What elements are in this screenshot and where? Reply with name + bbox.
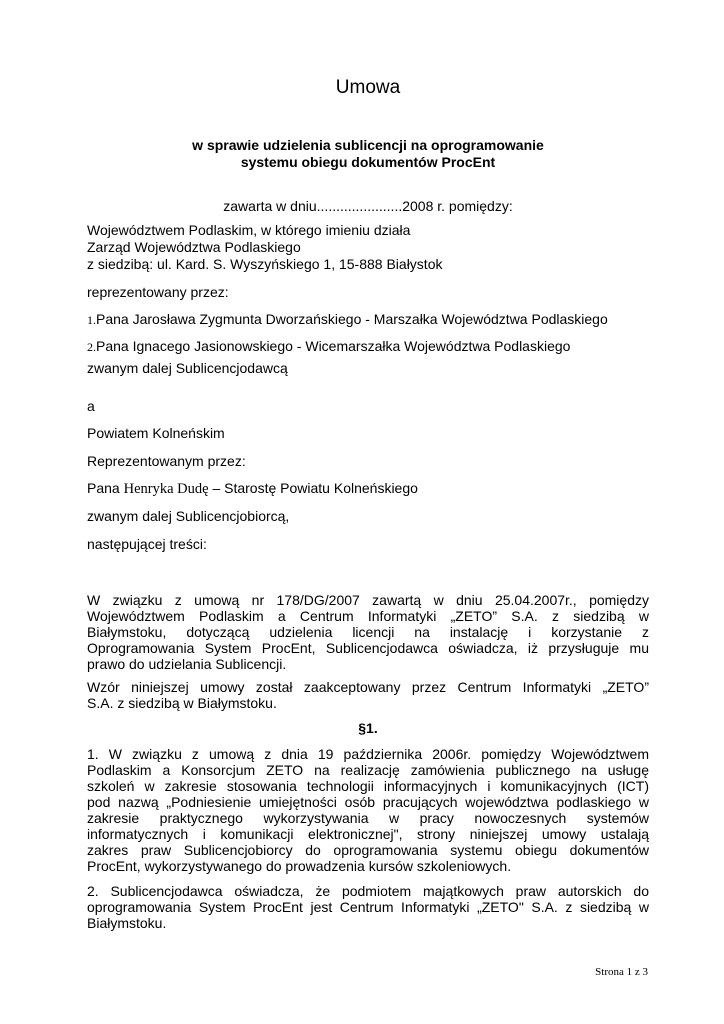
party2-represented-by: Reprezentowanym przez: [87, 453, 246, 469]
preamble-line: prawo do udzielania Sublicencji. [87, 656, 287, 672]
point-2-line: 2. Sublicencjodawca oświadcza, że podmiotem majątkowych praw autorskich do [87, 883, 649, 899]
point-2-paragraph [87, 883, 649, 931]
subtitle-line-2: systemu obiegu dokumentów ProcEnt [240, 154, 496, 170]
party2-rep-suffix: – Starostę Powiatu Kolneńskiego [208, 480, 418, 496]
representative-2-text: Pana Ignacego Jasionowskiego - Wicemarszałka Województwa Podlaskiego [96, 338, 571, 354]
point-2-line: oprogramowania System ProcEnt jest Centrum Informatyki „ZETO" S.A. z siedzibą w [87, 899, 649, 915]
representative-1-text: Pana Jarosława Zygmunta Dworzańskiego - Marszałka Województwa Podlaskiego [96, 311, 608, 327]
party2-rep-name: Henryka Dudę [123, 481, 209, 497]
point-2-line: Białymstoku. [87, 915, 167, 931]
party1-line-1: Województwem Podlaskim, w którego imieniu działa [87, 222, 411, 238]
point-1-line: ProcEnt, wykorzystywanego do prowadzenia kursów szkoleniowych. [87, 858, 512, 874]
acceptance-paragraph [87, 679, 649, 711]
subtitle-line-1: w sprawie udzielenia sublicencji na oprogramowanie [192, 137, 544, 153]
party2-representative [87, 480, 418, 497]
page-number: Strona 1 z 3 [595, 966, 648, 978]
preamble-line: W związku z umową nr 178/DG/2007 zawartą w dniu 25.04.2007r., pomiędzy [87, 592, 649, 608]
party1-line-2: Zarząd Województwa Podlaskiego [87, 239, 301, 255]
and-conjunction: a [87, 398, 95, 414]
party2-name: Powiatem Kolneńskim [87, 425, 225, 441]
document-title: Umowa [335, 77, 401, 98]
acceptance-line: Wzór niniejszej umowy został zaakceptowany przez Centrum Informatyki „ZETO” [87, 679, 649, 695]
section-heading: §1. [358, 720, 378, 736]
representative-1 [87, 311, 608, 328]
point-1-line: szkoleń w zakresie stosowania technologii informacyjnych i komunikacyjnych (ICT) [87, 778, 649, 794]
representative-2 [87, 338, 570, 355]
following-content: następującej treści: [87, 536, 207, 552]
point-1-line: Podlaskim a Konsorcjum ZETO na realizację zamówienia publicznego na usługę [87, 762, 649, 778]
point-1-line: informatycznych i komunikacji elektronicznej", strony niniejszej umowy ustalają [87, 826, 649, 842]
point-1-line: pod nazwą „Podniesienie umiejętności osób pracujących województwa podlaskiego w [87, 794, 649, 810]
party2-rep-prefix: Pana [87, 480, 124, 496]
preamble-paragraph [87, 592, 649, 672]
document-page [87, 0, 649, 1024]
preamble-line: Białymstoku, dotyczącą udzielenia licencji na instalację i korzystanie z [87, 624, 649, 640]
point-1-line: zakres praw Sublicencjobiorcy do oprogramowania systemu obiegu dokumentów [87, 842, 649, 858]
preamble-line: Oprogramowania System ProcEnt, Sublicencjodawca oświadcza, iż przysługuje mu [87, 640, 649, 656]
representative-1-number: 1. [87, 313, 96, 327]
acceptance-line: S.A. z siedzibą w Białymstoku. [87, 695, 277, 711]
party1-line-3: z siedzibą: ul. Kard. S. Wyszyńskiego 1, 15-888 Białystok [87, 256, 443, 272]
point-1-line: zakresie praktycznego wykorzystywania w pracy nowoczesnych systemów [87, 810, 649, 826]
party1-called: zwanym dalej Sublicencjodawcą [87, 360, 288, 376]
representative-2-number: 2. [87, 340, 96, 354]
party2-called: zwanym dalej Sublicencjobiorcą, [87, 508, 290, 524]
point-1-line: 1. W związku z umową z dnia 19 października 2006r. pomiędzy Województwem [87, 746, 649, 762]
party1-represented-by: reprezentowany przez: [87, 284, 229, 300]
point-1-paragraph [87, 746, 649, 874]
concluded-line: zawarta w dniu......................2008 r. pomiędzy: [223, 198, 513, 214]
preamble-line: Województwem Podlaskim a Centrum Informatyki „ZETO” S.A. z siedzibą w [87, 608, 649, 624]
